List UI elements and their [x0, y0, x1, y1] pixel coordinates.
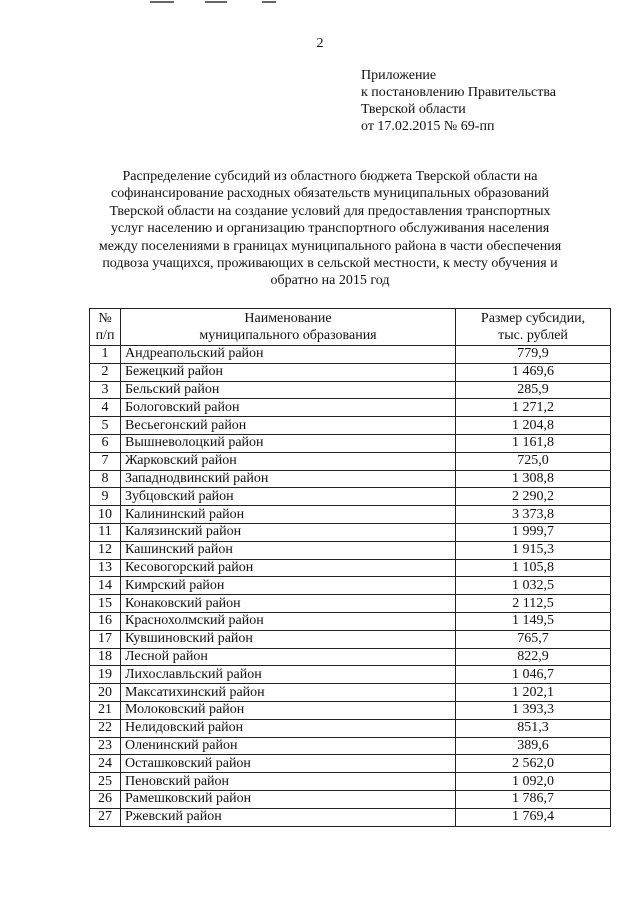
title-line: услуг населению и организацию транспортного обслуживания населения — [110, 221, 550, 237]
row-number: 9 — [90, 488, 121, 506]
row-number: 14 — [90, 577, 121, 595]
title-line: между поселениями в границах муниципального района в части обеспечения — [98, 238, 562, 254]
row-name: Андреапольский район — [121, 346, 456, 364]
row-name: Нелидовский район — [121, 719, 456, 737]
row-number: 2 — [90, 363, 121, 381]
annex-block — [361, 67, 556, 135]
row-number: 26 — [90, 790, 121, 808]
row-name: Калининский район — [121, 506, 456, 524]
row-number: 15 — [90, 595, 121, 613]
row-name: Максатихинский район — [121, 684, 456, 702]
row-number: 11 — [90, 523, 121, 541]
table-row — [90, 595, 611, 613]
row-name: Бежецкий район — [121, 363, 456, 381]
row-number: 6 — [90, 434, 121, 452]
row-name: Лихославльский район — [121, 666, 456, 684]
header-name-line-2: муниципального образования — [199, 328, 377, 343]
header-number-line-1: № — [98, 311, 112, 326]
row-name: Кашинский район — [121, 541, 456, 559]
row-amount: 1 046,7 — [456, 666, 611, 684]
row-name: Оленинский район — [121, 737, 456, 755]
row-number: 16 — [90, 612, 121, 630]
row-amount: 851,3 — [456, 719, 611, 737]
annex-line-1: Приложение — [361, 68, 437, 83]
row-number: 27 — [90, 808, 121, 826]
row-number: 18 — [90, 648, 121, 666]
title-line: обратно на 2015 год — [270, 273, 390, 289]
row-amount: 1 204,8 — [456, 417, 611, 435]
row-name: Жарковский район — [121, 452, 456, 470]
row-number: 1 — [90, 346, 121, 364]
table-row — [90, 363, 611, 381]
table-row — [90, 470, 611, 488]
subsidies-table — [89, 308, 611, 827]
row-amount: 1 092,0 — [456, 773, 611, 791]
row-amount: 1 469,6 — [456, 363, 611, 381]
row-amount: 725,0 — [456, 452, 611, 470]
row-number: 22 — [90, 719, 121, 737]
row-amount: 1 271,2 — [456, 399, 611, 417]
header-amount-line-2: тыс. рублей — [498, 328, 568, 343]
header-number — [90, 309, 121, 346]
table-row — [90, 506, 611, 524]
table-row — [90, 701, 611, 719]
table-row — [90, 630, 611, 648]
table-row — [90, 541, 611, 559]
table-row — [90, 666, 611, 684]
header-name — [121, 309, 456, 346]
table-row — [90, 684, 611, 702]
row-number: 19 — [90, 666, 121, 684]
row-name: Кесовогорский район — [121, 559, 456, 577]
row-amount: 1 161,8 — [456, 434, 611, 452]
row-amount: 2 112,5 — [456, 595, 611, 613]
title-line: подвоза учащихся, проживающих в сельской местности, к месту обучения и — [102, 256, 558, 272]
row-name: Вышневолоцкий район — [121, 434, 456, 452]
row-name: Молоковский район — [121, 701, 456, 719]
row-name: Калязинский район — [121, 523, 456, 541]
annex-line-2: к постановлению Правительства — [361, 85, 557, 100]
scan-edge-marks — [0, 0, 640, 6]
row-name: Лесной район — [121, 648, 456, 666]
table-row — [90, 381, 611, 399]
row-number: 20 — [90, 684, 121, 702]
row-number: 24 — [90, 755, 121, 773]
row-number: 4 — [90, 399, 121, 417]
table-row — [90, 559, 611, 577]
row-name: Бельский район — [121, 381, 456, 399]
row-amount: 1 786,7 — [456, 790, 611, 808]
table-row — [90, 399, 611, 417]
header-amount-line-1: Размер субсидии, — [480, 311, 586, 326]
row-number: 10 — [90, 506, 121, 524]
row-amount: 1 308,8 — [456, 470, 611, 488]
row-amount: 389,6 — [456, 737, 611, 755]
row-number: 12 — [90, 541, 121, 559]
row-number: 13 — [90, 559, 121, 577]
row-amount: 1 149,5 — [456, 612, 611, 630]
header-amount — [456, 309, 611, 346]
table-row — [90, 773, 611, 791]
annex-line-4: от 17.02.2015 № 69-пп — [361, 119, 495, 134]
header-number-line-2: п/п — [95, 328, 115, 343]
table-body — [90, 346, 611, 827]
table-row — [90, 452, 611, 470]
row-number: 17 — [90, 630, 121, 648]
row-name: Кимрский район — [121, 577, 456, 595]
title-line: Распределение субсидий из областного бюджета Тверской области на — [122, 169, 538, 184]
row-amount: 1 999,7 — [456, 523, 611, 541]
row-amount: 3 373,8 — [456, 506, 611, 524]
table-row — [90, 755, 611, 773]
row-number: 25 — [90, 773, 121, 791]
row-name: Зубцовский район — [121, 488, 456, 506]
page-number: 2 — [316, 36, 324, 51]
row-name: Весьегонский район — [121, 417, 456, 435]
row-number: 8 — [90, 470, 121, 488]
row-amount: 1 105,8 — [456, 559, 611, 577]
table-row — [90, 577, 611, 595]
row-name: Конаковский район — [121, 595, 456, 613]
row-name: Пеновский район — [121, 773, 456, 791]
title-line: софинансирование расходных обязательств муниципальных образований — [111, 186, 549, 202]
row-amount: 779,9 — [456, 346, 611, 364]
table-row — [90, 346, 611, 364]
row-number: 7 — [90, 452, 121, 470]
row-name: Рамешковский район — [121, 790, 456, 808]
row-name: Бологовский район — [121, 399, 456, 417]
table-row — [90, 523, 611, 541]
row-amount: 285,9 — [456, 381, 611, 399]
header-name-line-1: Наименование — [244, 311, 332, 326]
table-row — [90, 417, 611, 435]
row-amount: 1 769,4 — [456, 808, 611, 826]
row-amount: 1 032,5 — [456, 577, 611, 595]
row-name: Кувшиновский район — [121, 630, 456, 648]
table-row — [90, 808, 611, 826]
row-amount: 1 393,3 — [456, 701, 611, 719]
row-amount: 765,7 — [456, 630, 611, 648]
document-title — [60, 168, 600, 290]
row-amount: 2 290,2 — [456, 488, 611, 506]
row-number: 3 — [90, 381, 121, 399]
table-row — [90, 488, 611, 506]
table-header-row — [90, 309, 611, 346]
table-row — [90, 719, 611, 737]
row-amount: 2 562,0 — [456, 755, 611, 773]
row-name: Краснохолмский район — [121, 612, 456, 630]
table-row — [90, 648, 611, 666]
table-row — [90, 434, 611, 452]
row-number: 5 — [90, 417, 121, 435]
row-name: Ржевский район — [121, 808, 456, 826]
table-row — [90, 790, 611, 808]
row-name: Западнодвинский район — [121, 470, 456, 488]
row-name: Осташковский район — [121, 755, 456, 773]
table-row — [90, 612, 611, 630]
table-row — [90, 737, 611, 755]
annex-line-3: Тверской области — [361, 102, 466, 117]
row-amount: 822,9 — [456, 648, 611, 666]
row-number: 21 — [90, 701, 121, 719]
row-amount: 1 915,3 — [456, 541, 611, 559]
title-line: Тверской области на создание условий для предоставления транспортных — [109, 203, 551, 219]
row-amount: 1 202,1 — [456, 684, 611, 702]
row-number: 23 — [90, 737, 121, 755]
